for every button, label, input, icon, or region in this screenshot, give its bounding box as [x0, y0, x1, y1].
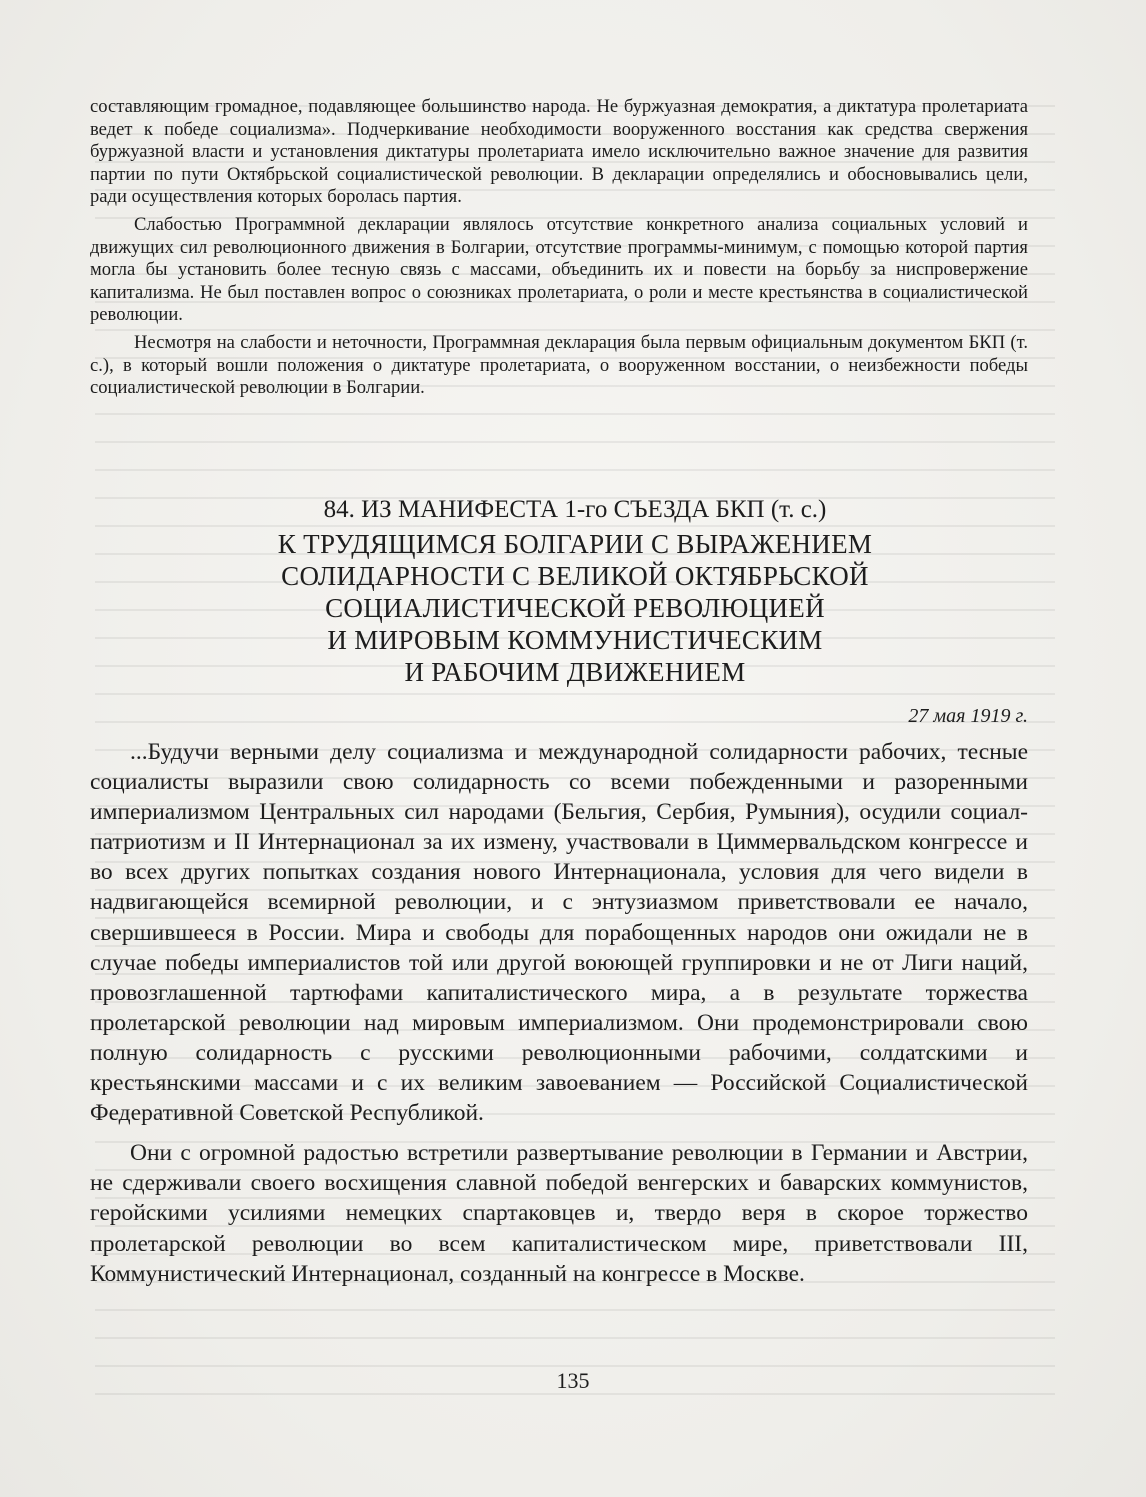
document-number-line: 84. ИЗ МАНИФЕСТА 1-го СЪЕЗДА БКП (т. с.) [323, 496, 827, 523]
document-date: 27 мая 1919 г. [908, 705, 1028, 727]
title-line: СОЛИДАРНОСТИ С ВЕЛИКОЙ ОКТЯБРЬСКОЙ [281, 561, 869, 591]
title-line: СОЦИАЛИСТИЧЕСКОЙ РЕВОЛЮЦИЕЙ [325, 593, 825, 623]
title-line: И РАБОЧИМ ДВИЖЕНИЕМ [404, 657, 746, 687]
intro-paragraph-2: Слабостью Программной декларации являлось отсутствие конкретного анализа социальных условий и движущих сил революционного движения в Болгарии, отсутствие программы-минимум, с помощью которой партия могла бы установить более тесную связь с массами, объединить их и повести на борьбу за ниспровержение капитализма. Не был поставлен вопрос о союзниках пролетариата, о роли и месте крестьянства в социалистической революции. [90, 213, 1028, 326]
body-paragraph-2: Они с огромной радостью встретили развертывание революции в Германии и Австрии, не сдерживали своего восхищения славной победой венгерских и баварских коммунистов, геройскими усилиями немецких спартаковцев и, твердо веря в скорое торжество пролетарской революции во всем капиталистическом мире, приветствовали III, Коммунистический Интернационал, созданный на конгрессе в Москве. [90, 1140, 1028, 1287]
body-paragraph-1: ...Будучи верными делу социализма и международной солидарности рабочих, тесные социалисты выразили свою солидарность со всеми побежденными и разоренными империализмом Центральных сил народами (Бельгия, Сербия, Румыния), осудили социал-патриотизм и II Интернационал за их измену, участвовали в Циммервальдском конгрессе и во всех других попытках создания нового Интернационала, условия для чего видели в надвигающейся всемирной революции, и с энтузиазмом приветствовали ее начало, свершившееся в России. Мира и свободы для порабощенных народов они ожидали не в случае победы империалистов той или другой воюющей группировки и не от Лиги наций, провозглашенной тартюфами капиталистического мира, а в результате торжества пролетарской революции над мировым империализмом. Они продемонстрировали свою полную солидарность с русскими революционными рабочими, солдатскими и крестьянскими массами и с их великим завоеванием — Российской Социалистической Федеративной Советской Республикой. [90, 739, 1028, 1127]
document-body [90, 737, 1028, 1299]
title-line: И МИРОВЫМ КОММУНИСТИЧЕСКИМ [327, 625, 823, 655]
intro-text [90, 96, 1028, 405]
title-line: К ТРУДЯЩИМСЯ БОЛГАРИИ С ВЫРАЖЕНИЕМ [277, 529, 873, 559]
intro-paragraph-3: Несмотря на слабости и неточности, Программная декларация была первым официальным документом БКП (т. с.), в который вошли положения о диктатуре пролетариата, о вооруженном восстании, о неизбежности победы социалистической революции в Болгарии. [90, 331, 1028, 399]
document-title [150, 494, 1000, 688]
intro-paragraph-1: составляющим громадное, подавляющее большинство народа. Не буржуазная демократия, а диктатура пролетариата ведет к победе социализма». Подчеркивание необходимости вооруженного восстания как средства свержения буржуазной власти и установления диктатуры пролетариата имело исключительно важное значение для развития партии по пути Октябрьской социалистической революции. В декларации определялись и обосновывались цели, ради осуществления которых боролась партия. [90, 96, 1028, 208]
page-number: 135 [556, 1368, 590, 1393]
